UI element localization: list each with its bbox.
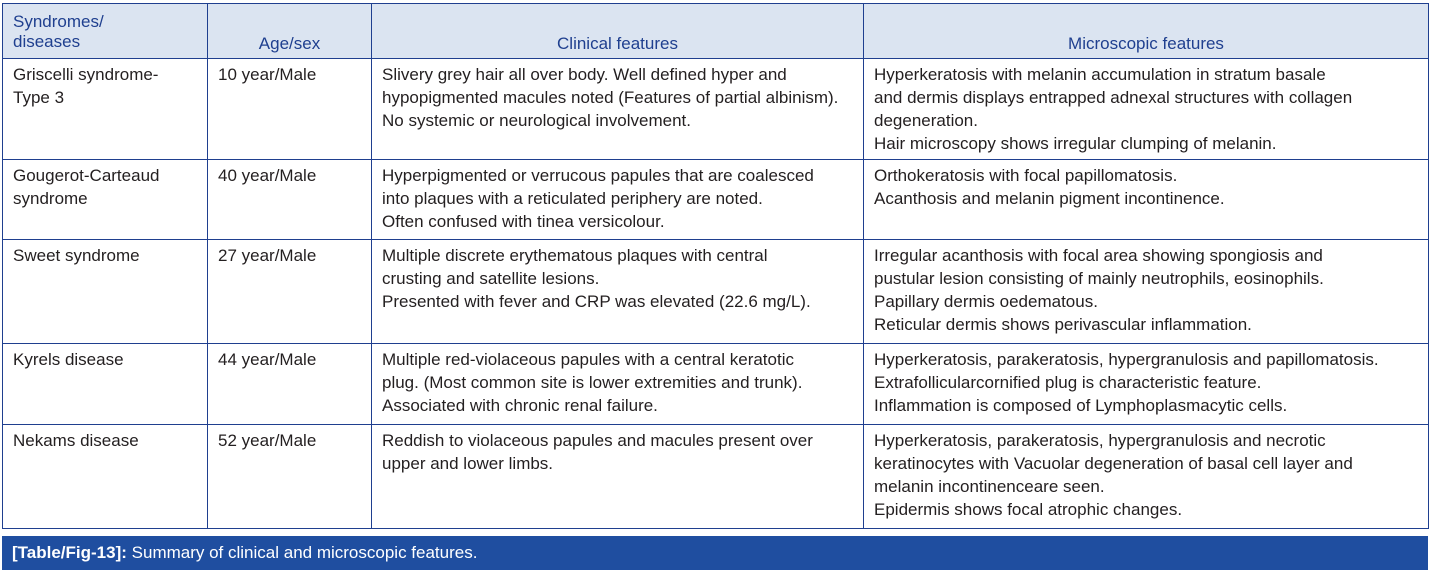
syndrome-line: Nekams disease — [13, 431, 139, 450]
caption-label: [Table/Fig-13]: — [12, 543, 127, 562]
table-row — [3, 160, 1429, 240]
microscopic-line: Irregular acanthosis with focal area showing spongiosis and — [874, 246, 1323, 265]
cell-microscopic — [864, 344, 1429, 425]
microscopic-line: Orthokeratosis with focal papillomatosis. — [874, 166, 1178, 185]
microscopic-line: Papillary dermis oedematous. — [874, 292, 1098, 311]
cell-clinical — [372, 160, 864, 240]
microscopic-line: Hair microscopy shows irregular clumping of melanin. — [874, 134, 1277, 153]
clinical-line: Multiple discrete erythematous plaques with central — [382, 246, 768, 265]
clinical-line: Multiple red-violaceous papules with a central keratotic — [382, 350, 794, 369]
features-table — [2, 3, 1429, 529]
header-age-sex: Age/sex — [208, 4, 372, 59]
clinical-line: Presented with fever and CRP was elevated (22.6 mg/L). — [382, 292, 811, 311]
microscopic-line: keratinocytes with Vacuolar degeneration of basal cell layer and — [874, 454, 1353, 473]
cell-age-sex: 27 year/Male — [208, 240, 372, 344]
table-row — [3, 344, 1429, 425]
header-syndrome-line1: Syndromes/ — [13, 12, 104, 31]
table-row — [3, 240, 1429, 344]
microscopic-line: Hyperkeratosis, parakeratosis, hypergranulosis and papillomatosis. — [874, 350, 1379, 369]
microscopic-line: Reticular dermis shows perivascular inflammation. — [874, 315, 1252, 334]
microscopic-line: Inflammation is composed of Lymphoplasmacytic cells. — [874, 396, 1288, 415]
cell-clinical — [372, 240, 864, 344]
microscopic-line: Epidermis shows focal atrophic changes. — [874, 500, 1183, 519]
clinical-line: crusting and satellite lesions. — [382, 269, 600, 288]
cell-age-sex: 40 year/Male — [208, 160, 372, 240]
cell-clinical — [372, 59, 864, 160]
cell-age-sex: 44 year/Male — [208, 344, 372, 425]
cell-microscopic — [864, 160, 1429, 240]
syndrome-line: Sweet syndrome — [13, 246, 140, 265]
syndrome-line: Griscelli syndrome- — [13, 65, 159, 84]
clinical-line: hypopigmented macules noted (Features of partial albinism). — [382, 88, 839, 107]
clinical-line: Slivery grey hair all over body. Well defined hyper and — [382, 65, 787, 84]
cell-clinical — [372, 425, 864, 529]
cell-syndrome — [3, 59, 208, 160]
microscopic-line: degeneration. — [874, 111, 978, 130]
clinical-line: No systemic or neurological involvement. — [382, 111, 691, 130]
header-syndrome — [3, 4, 208, 59]
clinical-line: into plaques with a reticulated periphery are noted. — [382, 189, 763, 208]
figure-caption — [2, 536, 1428, 570]
table-figure — [2, 3, 1428, 570]
clinical-line: Hyperpigmented or verrucous papules that are coalesced — [382, 166, 814, 185]
clinical-line: Associated with chronic renal failure. — [382, 396, 658, 415]
microscopic-line: and dermis displays entrapped adnexal structures with collagen — [874, 88, 1353, 107]
microscopic-line: pustular lesion consisting of mainly neutrophils, eosinophils. — [874, 269, 1324, 288]
syndrome-line: Type 3 — [13, 88, 65, 107]
syndrome-line: Gougerot-Carteaud — [13, 166, 160, 185]
syndrome-line: Kyrels disease — [13, 350, 124, 369]
clinical-line: upper and lower limbs. — [382, 454, 554, 473]
microscopic-line: Hyperkeratosis, parakeratosis, hypergranulosis and necrotic — [874, 431, 1326, 450]
cell-syndrome — [3, 425, 208, 529]
header-syndrome-line2: diseases — [13, 32, 81, 51]
cell-microscopic — [864, 425, 1429, 529]
cell-microscopic — [864, 59, 1429, 160]
syndrome-line: syndrome — [13, 189, 88, 208]
cell-syndrome — [3, 344, 208, 425]
cell-syndrome — [3, 160, 208, 240]
cell-syndrome — [3, 240, 208, 344]
microscopic-line: Hyperkeratosis with melanin accumulation in stratum basale — [874, 65, 1326, 84]
header-clinical-features: Clinical features — [372, 4, 864, 59]
clinical-line: Reddish to violaceous papules and macules present over — [382, 431, 813, 450]
table-header-row — [3, 4, 1429, 59]
cell-microscopic — [864, 240, 1429, 344]
table-row — [3, 425, 1429, 529]
cell-age-sex: 10 year/Male — [208, 59, 372, 160]
cell-clinical — [372, 344, 864, 425]
microscopic-line: Extrafollicularcornified plug is characteristic feature. — [874, 373, 1262, 392]
table-row — [3, 59, 1429, 160]
microscopic-line: melanin incontinenceare seen. — [874, 477, 1105, 496]
microscopic-line: Acanthosis and melanin pigment incontinence. — [874, 189, 1225, 208]
cell-age-sex: 52 year/Male — [208, 425, 372, 529]
clinical-line: plug. (Most common site is lower extremities and trunk). — [382, 373, 803, 392]
header-microscopic-features: Microscopic features — [864, 4, 1429, 59]
caption-text: Summary of clinical and microscopic features. — [126, 543, 478, 562]
clinical-line: Often confused with tinea versicolour. — [382, 212, 665, 231]
